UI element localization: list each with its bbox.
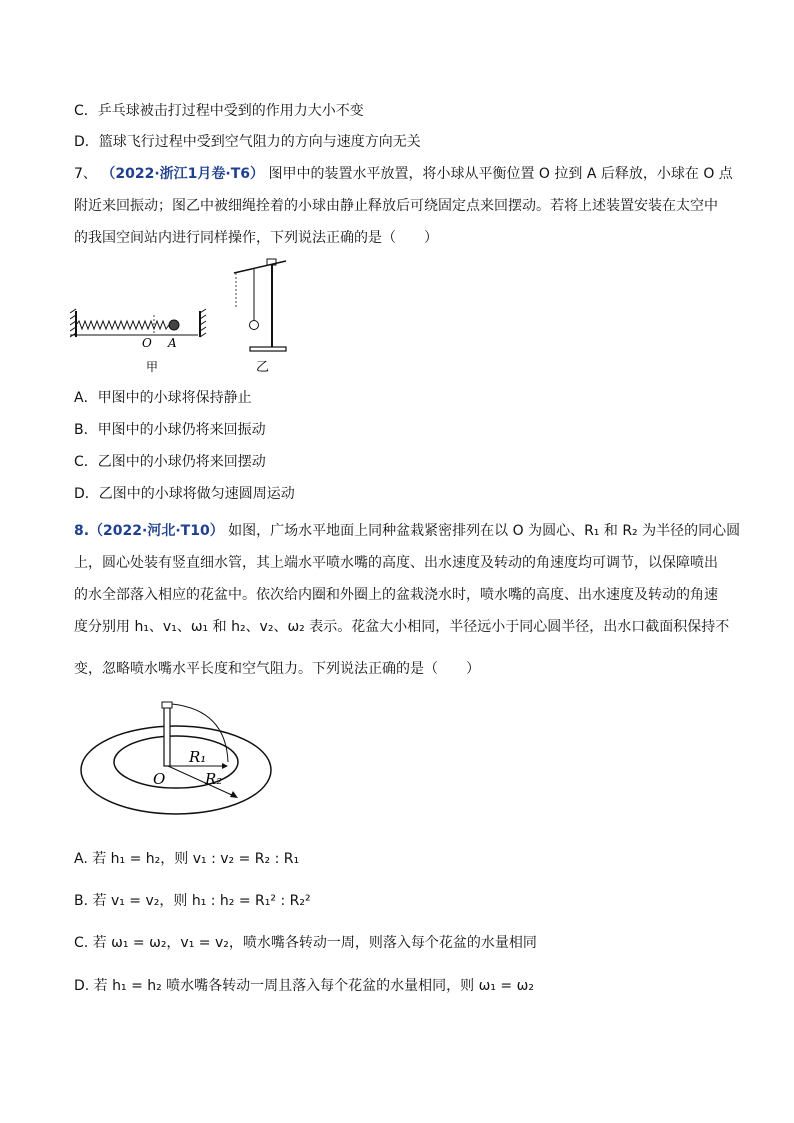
radius-r2: [168, 766, 234, 796]
figure-yi-pendulum: [234, 259, 286, 375]
q8-option-c: C. 若 ω₁ = ω₂，v₁ = v₂，喷水嘴各转动一周，则落入每个花盆的水量相同: [74, 935, 537, 951]
q6-option-d: D．篮球飞行过程中受到空气阻力的方向与速度方向无关: [74, 134, 421, 150]
q7-option-b: B．甲图中的小球仍将来回振动: [74, 422, 266, 438]
ball-yi: [250, 321, 259, 330]
caption-yi: 乙: [256, 360, 270, 375]
q8-stem-line-3: 的水全部落入相应的花盆中。依次给内圈和外圈上的盆栽浇水时，喷水嘴的高度、出水速度及转动的角速: [74, 587, 718, 603]
water-pipe: [164, 706, 170, 766]
ball-jia: [169, 320, 179, 330]
q7-option-d: D．乙图中的小球将做匀速圆周运动: [74, 486, 295, 502]
q8-figure: [76, 700, 276, 820]
label-A: A: [168, 336, 177, 350]
q7-number: 7、: [74, 166, 97, 182]
q8-stem-line-1: [74, 521, 740, 541]
label-O-fig8: O: [153, 770, 166, 788]
q7-stem-text-1: 图甲中的装置水平放置，将小球从平衡位置 O 拉到 A 后释放，小球在 O 点: [268, 166, 733, 182]
q8-source: 8.（2022·河北·T10）: [74, 523, 224, 539]
label-R1: R₁: [189, 748, 207, 766]
q7-figure: [70, 255, 300, 380]
q8-option-d: D. 若 h₁ = h₂ 喷水嘴各转动一周且落入每个花盆的水量相同，则 ω₁ = ω₂: [74, 978, 534, 994]
q8-stem-line-5: 变，忽略喷水嘴水平长度和空气阻力。下列说法正确的是（ ）: [74, 661, 480, 677]
q8-option-a: A. 若 h₁ = h₂，则 v₁ : v₂ = R₂ : R₁: [74, 851, 300, 867]
q8-stem-text-1: 如图，广场水平地面上同种盆栽紧密排列在以 O 为圆心、R₁ 和 R₂ 为半径的同心圆: [228, 523, 741, 539]
caption-jia: 甲: [146, 360, 159, 374]
q8-option-b: B. 若 v₁ = v₂，则 h₁ : h₂ = R₁² : R₂²: [74, 893, 311, 909]
q8-stem-line-4: 度分别用 h₁、v₁、ω₁ 和 h₂、v₂、ω₂ 表示。花盆大小相同，半径远小于同心圆半径，出水口截面积保持不: [74, 619, 730, 635]
q7-source: （2022·浙江1月卷·T6）: [101, 166, 265, 182]
q7-stem-line-2: 附近来回振动；图乙中被细绳拴着的小球由静止释放后可绕固定点来回摆动。若将上述装置安装在太空中: [74, 198, 718, 214]
q7-stem-line-3: 的我国空间站内进行同样操作，下列说法正确的是（ ）: [74, 230, 438, 246]
q7-option-c: C．乙图中的小球仍将来回摆动: [74, 454, 266, 470]
q7-stem-line-1: [74, 164, 733, 184]
label-R2: R₂: [205, 770, 223, 788]
label-O: O: [142, 336, 152, 350]
q8-stem-line-2: 上，圆心处装有竖直细水管，其上端水平喷水嘴的高度、出水速度及转动的角速度均可调节，以保障喷出: [74, 555, 718, 571]
spring: [76, 321, 174, 329]
q6-option-c: C．乒乓球被击打过程中受到的作用力大小不变: [74, 103, 364, 119]
figure-jia-spring-oscillator: [70, 309, 206, 374]
q7-option-a: A．甲图中的小球将保持静止: [74, 390, 252, 406]
